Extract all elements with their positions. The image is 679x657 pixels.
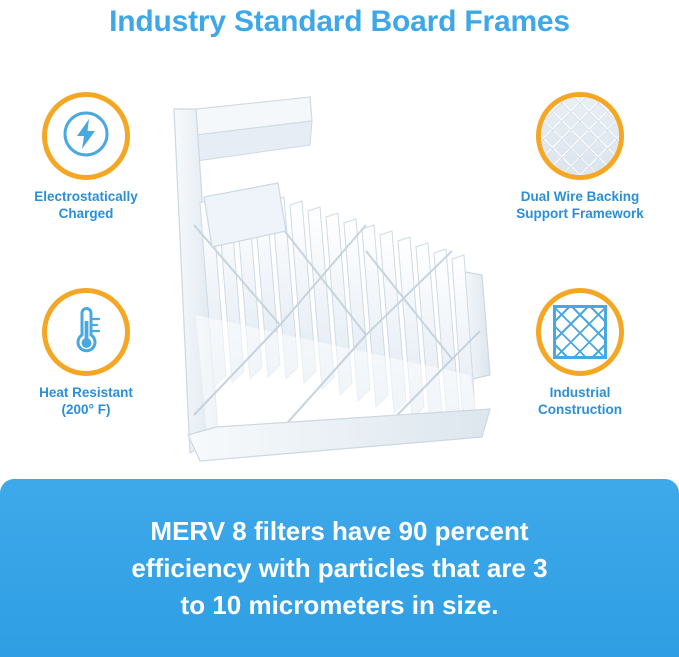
banner-line-3: to 10 micrometers in size. [180, 589, 499, 620]
feature-label-industrial-construction [500, 384, 660, 418]
feature-label-line2: Charged [58, 206, 114, 221]
badge-ring-heat-resistant [42, 288, 130, 376]
feature-heat-resistant [6, 288, 166, 418]
feature-label-line1: Heat Resistant [39, 385, 133, 400]
badge-ring-electrostatically-charged [42, 92, 130, 180]
feature-label-line2: (200° F) [61, 402, 111, 417]
feature-label-heat-resistant [6, 384, 166, 418]
wire-mesh-icon [541, 97, 619, 175]
badge-ring-dual-wire-backing [536, 92, 624, 180]
thermometer-icon [61, 303, 111, 362]
page-title: Industry Standard Board Frames [109, 5, 570, 38]
banner-text [91, 513, 587, 624]
merv-rating-banner [0, 479, 679, 657]
banner-line-2: efficiency with particles that are 3 [131, 552, 548, 583]
feature-dual-wire-backing [500, 92, 660, 222]
pleated-air-filter-illustration [160, 75, 510, 475]
feature-industrial-construction [500, 288, 660, 418]
grid-square-icon [553, 305, 607, 359]
lightning-bolt-icon [61, 109, 111, 164]
feature-label-line1: Electrostatically [34, 189, 138, 204]
feature-electrostatically-charged [6, 92, 166, 222]
feature-label-dual-wire-backing [500, 188, 660, 222]
feature-label-electrostatically-charged [6, 188, 166, 222]
feature-label-line2: Construction [538, 402, 622, 417]
feature-label-line1: Dual Wire Backing [520, 189, 640, 204]
banner-line-1: MERV 8 filters have 90 percent [150, 515, 529, 546]
feature-label-line1: Industrial [549, 385, 611, 400]
feature-label-line2: Support Framework [516, 206, 644, 221]
badge-ring-industrial-construction [536, 288, 624, 376]
